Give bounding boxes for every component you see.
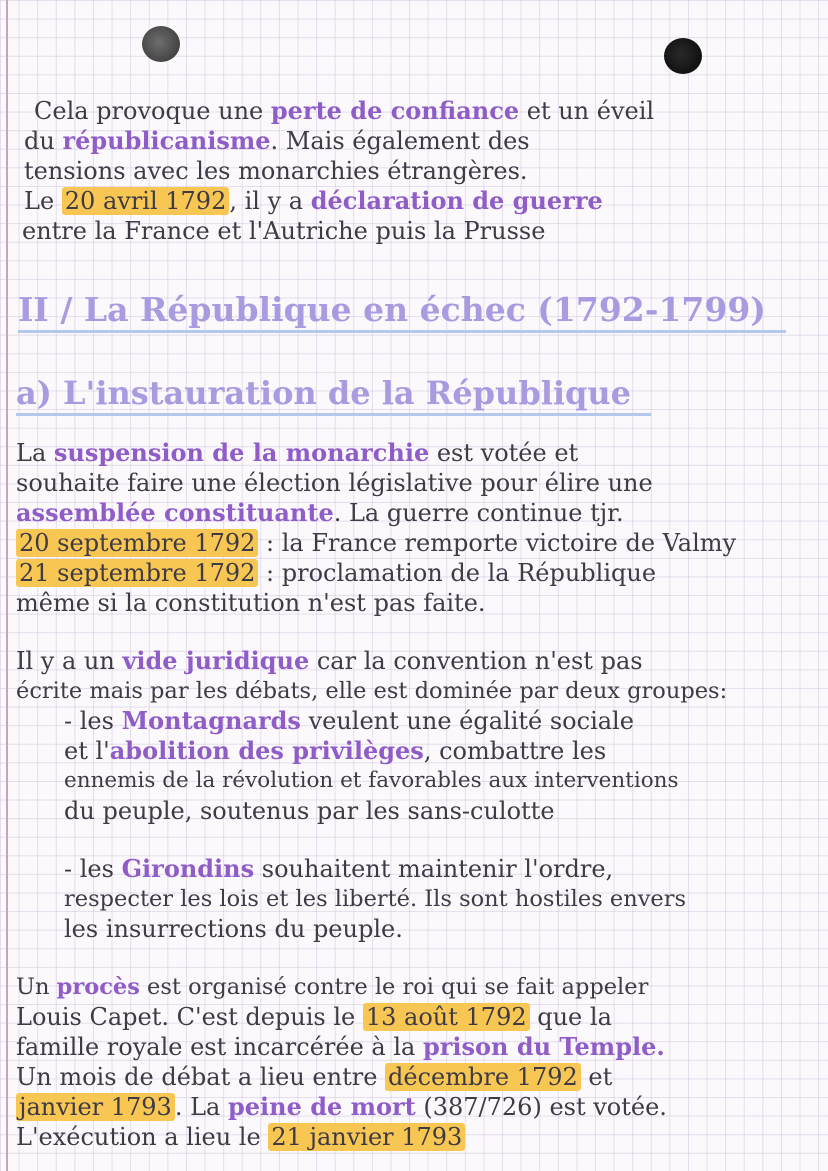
text-line: Le 20 avril 1792 , il y a déclaration de guerre bbox=[24, 186, 603, 215]
text-line: tensions avec les monarchies étrangères. bbox=[24, 157, 528, 185]
text-line: - les Montagnards veulent une égalité sociale bbox=[64, 706, 634, 735]
text-line: écrite mais par les débats, elle est dominée par deux groupes: bbox=[16, 678, 728, 704]
text-line: 20 septembre 1792 : la France remporte victoire de Valmy bbox=[16, 528, 816, 558]
highlight-term: Girondins bbox=[121, 854, 255, 883]
punch-hole-left bbox=[142, 26, 180, 62]
text-line: L'exécution a lieu le 21 janvier 1793 bbox=[16, 1122, 816, 1152]
punch-hole-right bbox=[664, 38, 702, 74]
paragraph-3 bbox=[16, 646, 816, 944]
highlight-term: républicanisme bbox=[62, 126, 271, 155]
text-line: assemblée constituante. La guerre continue tjr. bbox=[16, 498, 624, 527]
text-line: La suspension de la monarchie est votée et bbox=[16, 438, 579, 467]
text-line: respecter les lois et les liberté. Ils sont hostiles envers bbox=[64, 886, 687, 912]
text-line: du républicanisme. Mais également des bbox=[24, 126, 530, 155]
text-line: entre la France et l'Autriche puis la Prusse bbox=[22, 217, 546, 245]
paragraph-2 bbox=[16, 438, 816, 618]
text-line: ennemis de la révolution et favorables aux interventions bbox=[64, 768, 679, 793]
highlight-term: vide juridique bbox=[122, 646, 310, 675]
highlight-term: suspension de la monarchie bbox=[53, 438, 430, 467]
highlight-term: procès bbox=[56, 974, 140, 1000]
date-highlight: janvier 1793 bbox=[16, 1093, 175, 1121]
highlight-term: déclaration de guerre bbox=[310, 186, 603, 215]
text-line: les insurrections du peuple. bbox=[64, 915, 403, 943]
date-highlight: 20 avril 1792 bbox=[62, 187, 230, 215]
text-line: du peuple, soutenus par les sans-culotte bbox=[64, 797, 555, 825]
highlight-term: Montagnards bbox=[121, 706, 301, 735]
highlight-term: abolition des privilèges bbox=[109, 736, 424, 765]
text-line: Louis Capet. C'est depuis le 13 août 1792 que la bbox=[16, 1003, 612, 1031]
date-highlight: décembre 1792 bbox=[385, 1063, 581, 1091]
notebook-page bbox=[16, 96, 816, 1152]
highlight-term: peine de mort bbox=[227, 1092, 416, 1121]
text-line: Un procès est organisé contre le roi qui se fait appeler bbox=[16, 974, 649, 1000]
highlight-term: prison du Temple. bbox=[422, 1032, 665, 1061]
text-line: famille royale est incarcérée à la prison du Temple. bbox=[16, 1032, 665, 1061]
date-highlight: 21 septembre 1792 bbox=[16, 559, 258, 587]
margin-line bbox=[6, 0, 8, 1171]
subsection-title: a) L'instauration de la République bbox=[16, 373, 651, 416]
text-line: et l'abolition des privilèges, combattre les bbox=[64, 736, 607, 765]
text-line: Un mois de débat a lieu entre décembre 1792 et bbox=[16, 1063, 613, 1091]
text-line: janvier 1793 . La peine de mort (387/726) est votée. bbox=[16, 1092, 816, 1122]
highlight-term: assemblée constituante bbox=[16, 498, 334, 527]
paragraph-1 bbox=[16, 96, 816, 246]
paragraph-4 bbox=[16, 972, 816, 1152]
text-line: même si la constitution n'est pas faite. bbox=[16, 589, 486, 617]
text-line: Il y a un vide juridique car la convention n'est pas bbox=[16, 646, 643, 675]
date-highlight: 13 août 1792 bbox=[363, 1003, 530, 1031]
text-line: Cela provoque une perte de confiance et un éveil bbox=[34, 96, 655, 125]
date-highlight: 21 janvier 1793 bbox=[268, 1123, 465, 1151]
text-line: - les Girondins souhaitent maintenir l'ordre, bbox=[64, 854, 614, 883]
section-title: II / La République en échec (1792-1799) bbox=[18, 290, 786, 333]
highlight-term: perte de confiance bbox=[270, 96, 520, 125]
text-line: 21 septembre 1792 : proclamation de la République bbox=[16, 558, 816, 588]
text-line: souhaite faire une élection législative pour élire une bbox=[16, 469, 653, 497]
date-highlight: 20 septembre 1792 bbox=[16, 529, 258, 557]
